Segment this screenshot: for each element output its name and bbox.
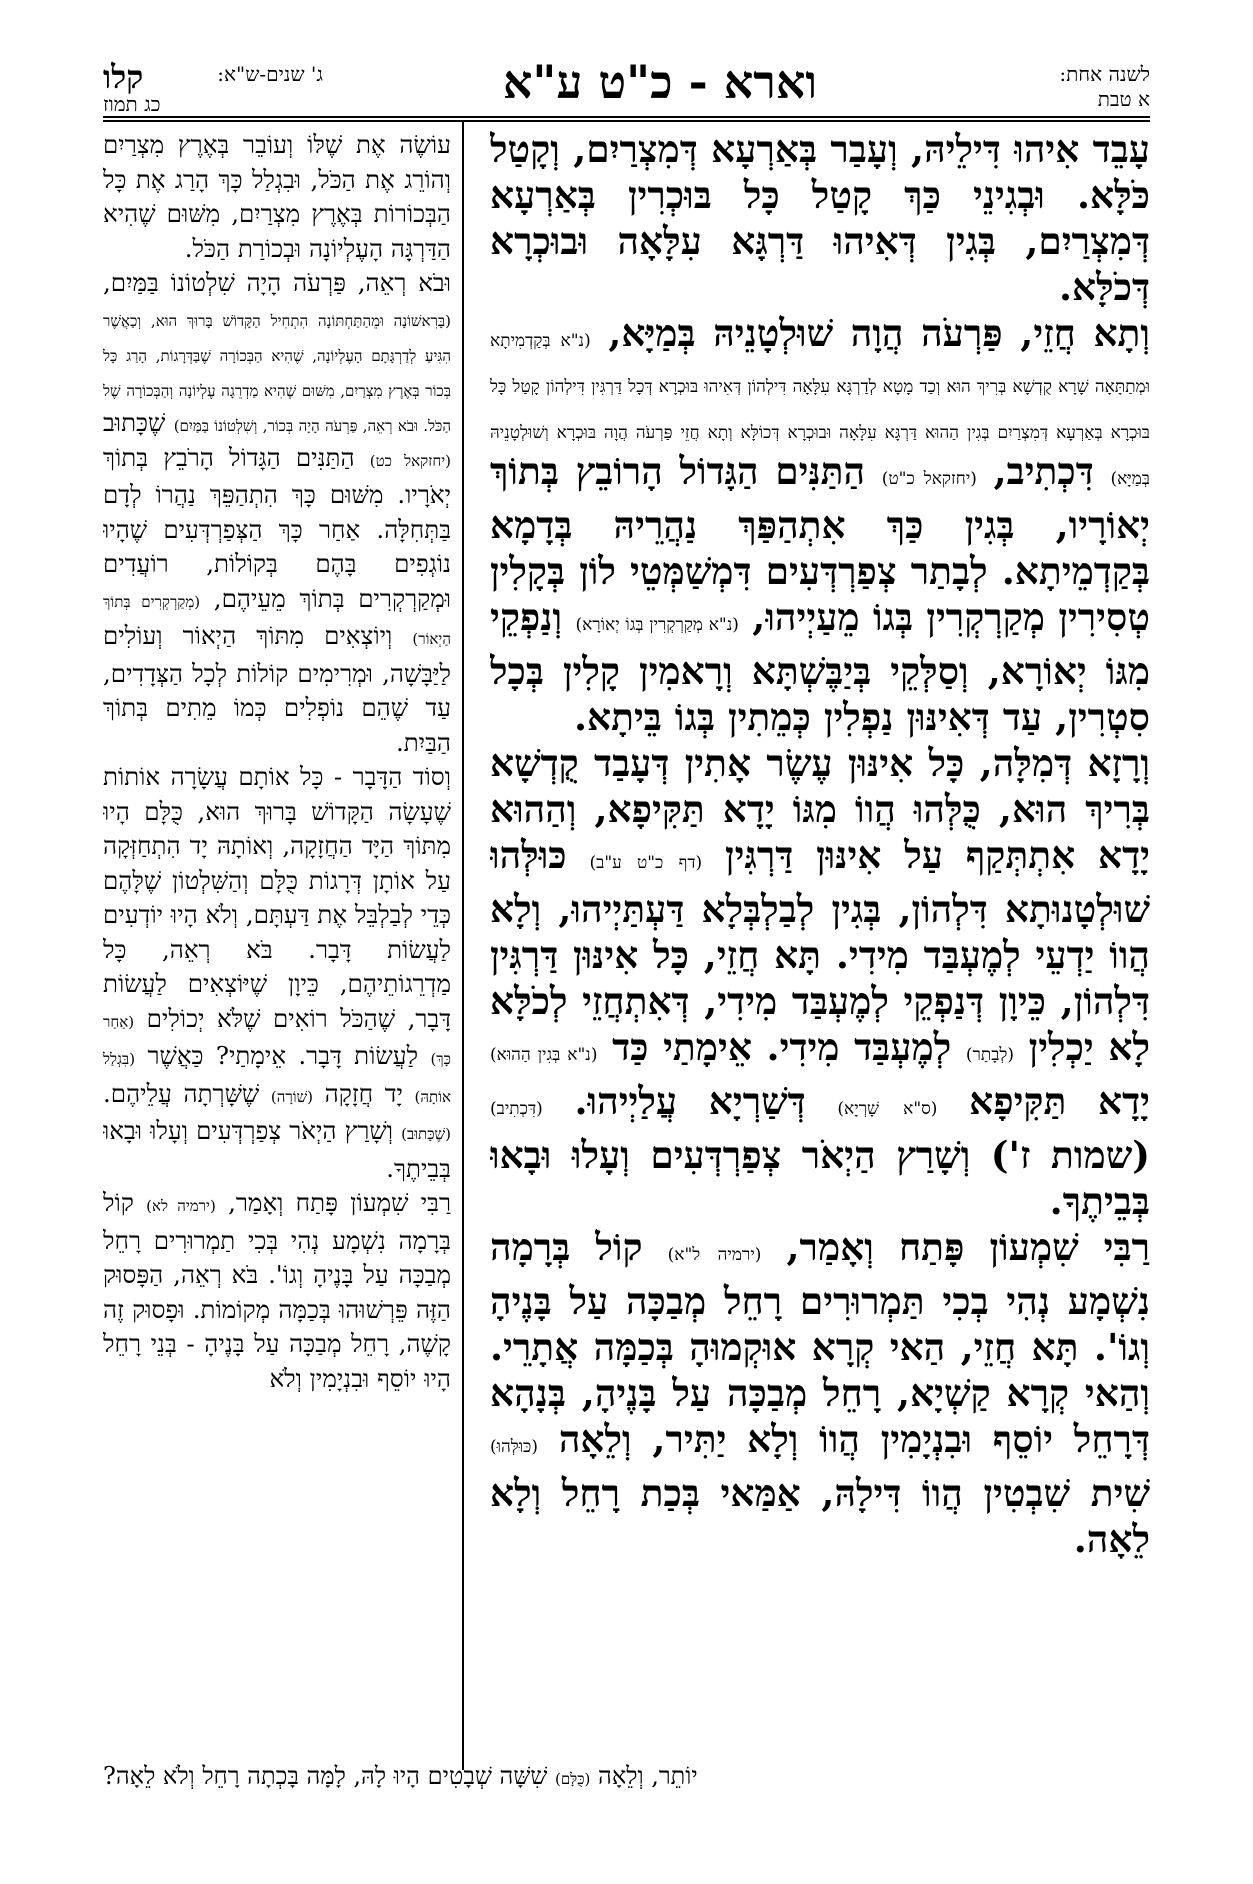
side-p3-variant-ref-3: (שׁוֹרָה) [270, 1087, 314, 1106]
main-p4-text-b: שִׁית שִׁבְטִין הֲווֹ דִּילָהּ, אַמַּאי בְּכַת רָחֵל וְלָא לֵאָה. [490, 1471, 1150, 1561]
main-paragraph-4 [490, 1224, 1150, 1562]
page-title: וארא - כ"ט ע"א [502, 55, 818, 109]
side-p3-text: וְסוֹד הַדָּבָר - כָּל אוֹתָם עֲשָׂרָה אוֹתוֹת שֶׁעָשָׂה הַקָּדוֹשׁ בָּרוּךְ הוּא, כֻּלָּם הָיוּ מִתּוֹךְ הַיָּד הַחֲזָקָה, וְאוֹתָהּ יָד הִתְחַזְּקָה עַל אוֹתָן דְּרָגוֹת כֻּלָּם וְהַשִּׁלְטוֹן שֶׁלָּהֶם כְּדֵי לְבַלְבֵּל אֶת דַּעְתָּם, וְלֹא הָיוּ יוֹדְעִים לַעֲשׂוֹת דָּבָר. בֹּא רְאֵה, כָּל מַדְרֵגוֹתֵיהֶם, כֵּיוָן שֶׁיּוֹצְאִים לַעֲשׂוֹת דָּבָר, שֶׁהַכֹּל רוֹאִים שֶׁלֹּא יְכוֹלִים [103, 762, 451, 1033]
side-p2-variant-ref: (מְקַרְקְרִים בְּתוֹךְ הַיְאוֹר) [103, 592, 451, 648]
main-p3-variant-ref-3: (ס"א שָׁרְיָא) [837, 1099, 938, 1119]
hebrew-translation-column [103, 128, 451, 1733]
main-p3-text-e: דְּשַׁרְיָא עֲלַיְיהוּ. [574, 1079, 806, 1123]
main-paragraph-1 [490, 126, 1150, 310]
side-p3-variant-ref: (אַחַר כָּךְ) [103, 1012, 451, 1068]
main-p3-variant-ref: (לְבָתַר) [965, 1045, 1015, 1065]
main-p3-folio-ref: (דף כ"ט ע"ב) [589, 853, 703, 873]
main-p4-source-ref: (ירמיה ל"א) [667, 1245, 762, 1265]
main-p2-variant-reading: (נ"א בְּקַדְמִיתָא וּמְתַתָּאָה שָׁרָא קֻדְשָׁא בְּרִיךְ הוּא וְכַד מָטָא לְדַרְגָּא עִלָּאָה דִּילְהוֹן דְּאִיהוּ בּוּכְרָא דְּכָל דַּרְגִּין דִּילְהוֹן קָטַל כָּל בּוּכְרָא בְּאַרְעָא דְּמִצְרַיִם בְּגִין הַהוּא דַּרְגָּא עִלָּאָה וּבוּכְרָא דְּכוֹלָּא וְתָא חֲזֵי פַּרְעֹה הֲוָה בּוּכְרָא וְשׁוּלְטָנֵיהּ בְּמַיָּא) [490, 331, 1150, 489]
side-p2-variant-reading: (בָּרִאשׁוֹנָה וּמֵהַתַּחְתּוֹנָה הִתְחִיל הַקָּדוֹשׁ בָּרוּךְ הוּא, וְכַאֲשֶׁר הִגִּיעַ לְדַרְגָּתָם הָעֶלְיוֹנָה, שֶׁהִיא הַבְּכוֹרָה שֶׁבַּדְּרָגוֹת, הָרַג כָּל בְּכוֹר בְּאֶרֶץ מִצְרַיִם, מִשּׁוּם שֶׁהִיא מַדְרֵגָה עֶלְיוֹנָה וְהַבְּכוֹרָה שֶׁל הַכֹּל. וּבֹא רְאֵה, פַּרְעֹה הָיָה בְּכוֹר, וְשִׁלְטוֹנוֹ בַּמַּיִם) [103, 311, 451, 435]
side-p2-opening: וּבֹא רְאֵה, פַּרְעֹה הָיָה שִׁלְטוֹנוֹ בַּמַּיִם, [103, 268, 451, 297]
main-p2-opening: וְתָא חֲזֵי, פַּרְעֹה הֲוָה שׁוּלְטָנֵיהּ בְּמַיָּא, [608, 311, 1150, 355]
side-paragraph-1 [103, 128, 451, 266]
header-one-year-date: א טבת [1097, 87, 1150, 111]
side-p4-opening: רַבִּי שִׁמְעוֹן פָּתַח וְאָמַר, [228, 1188, 451, 1217]
page-number: קלו [103, 58, 144, 96]
header-rule-bottom [103, 120, 1150, 122]
side-paragraph-4 [103, 1186, 451, 1396]
header-reading-schedule-one-year [990, 62, 1150, 112]
footer-text-b: שִׁשָּׁה שְׁבָטִים הָיוּ לָהּ, לָמָּה בָּכְתָה רָחֵל וְלֹא לֵאָה? [103, 1762, 548, 1790]
main-paragraph-3 [490, 740, 1150, 1224]
main-p2-text-b: הַתַּנִּים הַגָּדוֹל הָרוֹבֵץ בְּתוֹךְ יְאוֹרָיו, בְּגִין כַּךְ אִתְהַפַּךְ נַהֲרֵיהּ בְּדָמָא בְּקַדְמֵיתָא. לְבָתַר צְפַרְדְּעִים דִּמְשַׁמְּטֵי לוֹן בְּקָלִין טְסִירִין מְקַרְקְרִין בְּגוֹ מֵעַיְיהוּ, [490, 449, 1150, 639]
main-p1-text: עָבֵד אִיהוּ דִּילֵיהּ, וְעָבַר בְּאַרְעָא דְּמִצְרַיִם, וְקָטַל כֹּלָּא. וּבְגִינֵי כַּךְ קָטַל כָּל בּוּכְרִין בְּאַרְעָא דְּמִצְרַיִם, בְּגִין דְּאִיהוּ דַּרְגָּא עִלָּאָה וּבוּכְרָא דְּכֹלָּא. [490, 127, 1150, 309]
footer-text-a: יוֹתֵר, וְלֵאָה [598, 1762, 698, 1790]
side-paragraph-2 [103, 266, 451, 760]
column-divider [462, 120, 464, 1770]
main-p3-text-b: כּוּלְּהוּ שׁוּלְטָנוּתָא דִּלְהוֹן, בְּגִין לְבַלְבְּלָא דַּעְתַּיְיהוּ, וְלָא הֲווֹ יַדְעֵי לְמֶעְבַּד מִידִי. תָּא חֲזֵי, כָּל אִינּוּן דַּרְגִּין דִּלְהוֹן, כֵּיוָן דְּנַפְקֵי לְמֶעְבַּד מִידִי, דְּאִתְחֲזֵי לְכֹלָּא לָא יַכְלִין [490, 833, 1150, 1069]
main-p4-opening: רַבִּי שִׁמְעוֹן פָּתַח וְאָמַר, [786, 1225, 1150, 1269]
main-p4-text: קוֹל בְּרָמָה נִשְׁמָע נְהִי בְכִי תַּמְרוּרִים רָחֵל מְבַכָּה עַל בָּנֶיהָ וְגוֹ'. תָּא חֲזֵי, הַאי קְרָא אוּקְמוּהָ בְּכַמָּה אֲתָרֵי. וְהַאי קְרָא קַשְׁיָא, רָחֵל מְבַכָּה עַל בָּנֶיהָ, בְּנָהָא דְּרָחֵל יוֹסֵף וּבִנְיָמִין הֲווֹ וְלָא יַתִּיר, וְלֵאָה [490, 1225, 1150, 1461]
main-p4-variant-ref: (כּוּלְּהוּ) [490, 1437, 539, 1457]
header-three-years-label: ג' שנים-ש"א: [217, 62, 323, 86]
side-p3-text-e: וְשָׁרַץ הַיְאֹר צְפַרְדְּעִים וְעָלוּ וּבָאוּ בְּבֵיתֶךָ. [103, 1116, 451, 1183]
main-p3-variant-ref-4: (דִּכְתִיב) [490, 1099, 543, 1119]
side-p3-text-c: יָד חֲזָקָה [324, 1078, 403, 1108]
side-p3-text-d: שֶׁשָּׁרְתָה עֲלֵיהֶם. [103, 1078, 260, 1108]
side-paragraph-3 [103, 760, 451, 1186]
side-p2-text-a: שֶׁכָּתוּב [103, 407, 166, 437]
main-p2-source-ref: (יחזקאל כ"ט) [881, 469, 977, 489]
header-rule-top [103, 116, 1150, 118]
side-p3-variant-ref-4: (שֶׁכָּתוּב) [401, 1125, 451, 1143]
side-p4-text: קוֹל בְּרָמָה נִשְׁמָע נְהִי בְּכִי תַמְרוּרִים רָחֵל מְבַכָּה עַל בָּנֶיהָ וְגוֹ'. בֹּא רְאֵה, הַפָּסוּק הַזֶּה פֵּרְשׁוּהוּ בְּכַמָּה מְקוֹמוֹת. וּפָסוּק זֶה קָשֶׁה, רָחֵל מְבַכָּה עַל בָּנֶיהָ - בְּנֵי רָחֵל הָיוּ יוֹסֵף וּבִנְיָמִין וְלֹא [103, 1188, 451, 1393]
header-one-year-label: לשנה אחת: [1059, 62, 1150, 86]
main-p3-text-d: יָדָא תַּקִּיפָא [969, 1079, 1150, 1123]
side-p3-variant-ref-2: (בִּגְלַל אוֹתָהּ) [103, 1050, 451, 1106]
side-p1-text: עוֹשֶׂה אֶת שֶׁלּוֹ וְעוֹבֵר בְּאֶרֶץ מִצְרַיִם וְהוֹרֵג אֶת הַכֹּל, וּבִגְלַל כָּךְ הָרַג אֶת כָּל הַבְּכוֹרוֹת בְּאֶרֶץ מִצְרַיִם, מִשּׁוּם שֶׁהִיא הַדַּרְגָּה הָעֶלְיוֹנָה וּבְכוֹרַת הַכֹּל. [103, 130, 451, 263]
header-three-years-date: כג תמוז [103, 92, 161, 116]
main-paragraph-2 [490, 310, 1150, 740]
main-p3-text-f: (שמות ז') וְשָׁרַץ הַיְאֹר צְפַרְדְּעִים וְעָלוּ וּבָאוּ בְּבֵיתֶךָ. [490, 1133, 1150, 1223]
main-p2-variant-ref: (נ"א מְקַרְקְרִין בְּגוֹ יְאוֹרָא) [575, 615, 739, 635]
page-footer-continuation [103, 1760, 1150, 1795]
side-p2-text-c: וְיוֹצְאִים מִתּוֹךְ הַיְאוֹר וְעוֹלִים לַיַּבָּשָׁה, וּמְרִימִים קוֹלוֹת לְכָל הַצְּדָדִים, עַד שֶׁהֵם נוֹפְלִים כְּמוֹ מֵתִים בְּתוֹךְ הַבַּיִת. [103, 621, 451, 757]
side-p3-text-b: לַעֲשׂוֹת דָּבָר. אֵימָתַי? כַּאֲשֶׁר [147, 1041, 419, 1070]
side-p2-source-ref: (יחזקאל כט) [369, 451, 451, 470]
side-p4-source-ref: (ירמיה לא) [146, 1197, 216, 1215]
main-p3-text: וְרָזָא דְּמִלָּה, כָּל אִינּוּן עֶשֶׂר אָתִין דְּעָבַד קֻדְשָׁא בְּרִיךְ הוּא, כֻּלְּהוּ הֲווֹ מִגּוֹ יָדָא תַּקִּיפָא, וְהַהוּא יָדָא אִתְתְּקַף עַל אִינּוּן דַּרְגִּין [490, 741, 1150, 877]
side-p2-text-b: הַתַּנִּים הַגָּדוֹל הָרֹבֵץ בְּתוֹךְ יְאֹרָיו. מִשּׁוּם כָּךְ הִתְהַפֵּךְ נַהֲרוֹ לְדָם בַּתְּחִלָּה. אַחַר כָּךְ הַצְּפַרְדְּעִים שֶׁהָיוּ נוֹגְפִים בָּהֶם בְּקוֹלוֹת, רוֹעֲדִים וּמְקַרְקְרִים בְּתוֹךְ מֵעֵיהֶם, [103, 442, 451, 613]
main-p3-text-c: לְמֶעְבַּד מִידִי. אֵימָתַי כַּד [612, 1025, 952, 1069]
main-p2-text-c: וְנַפְקֵי מִגּוֹ יְאוֹרָא, וְסַלְּקֵי בְּיַבֶּשְׁתָּא וְרָאמִין קָלִין בְּכָל סִטְרִין, עַד דְּאִינּוּן נַפְלִין כְּמֵתִין בְּגוֹ בֵּיתָא. [490, 595, 1150, 739]
zohar-aramaic-column [490, 126, 1150, 1736]
footer-variant-ref: (כֻּלָּם) [554, 1770, 591, 1788]
main-p2-text-a: דִּכְתִיב, [993, 449, 1094, 493]
header-reading-schedule-three-years [103, 58, 323, 117]
main-p3-variant-ref-2: (נ"א בְּגִין הַהוּא) [490, 1045, 598, 1065]
